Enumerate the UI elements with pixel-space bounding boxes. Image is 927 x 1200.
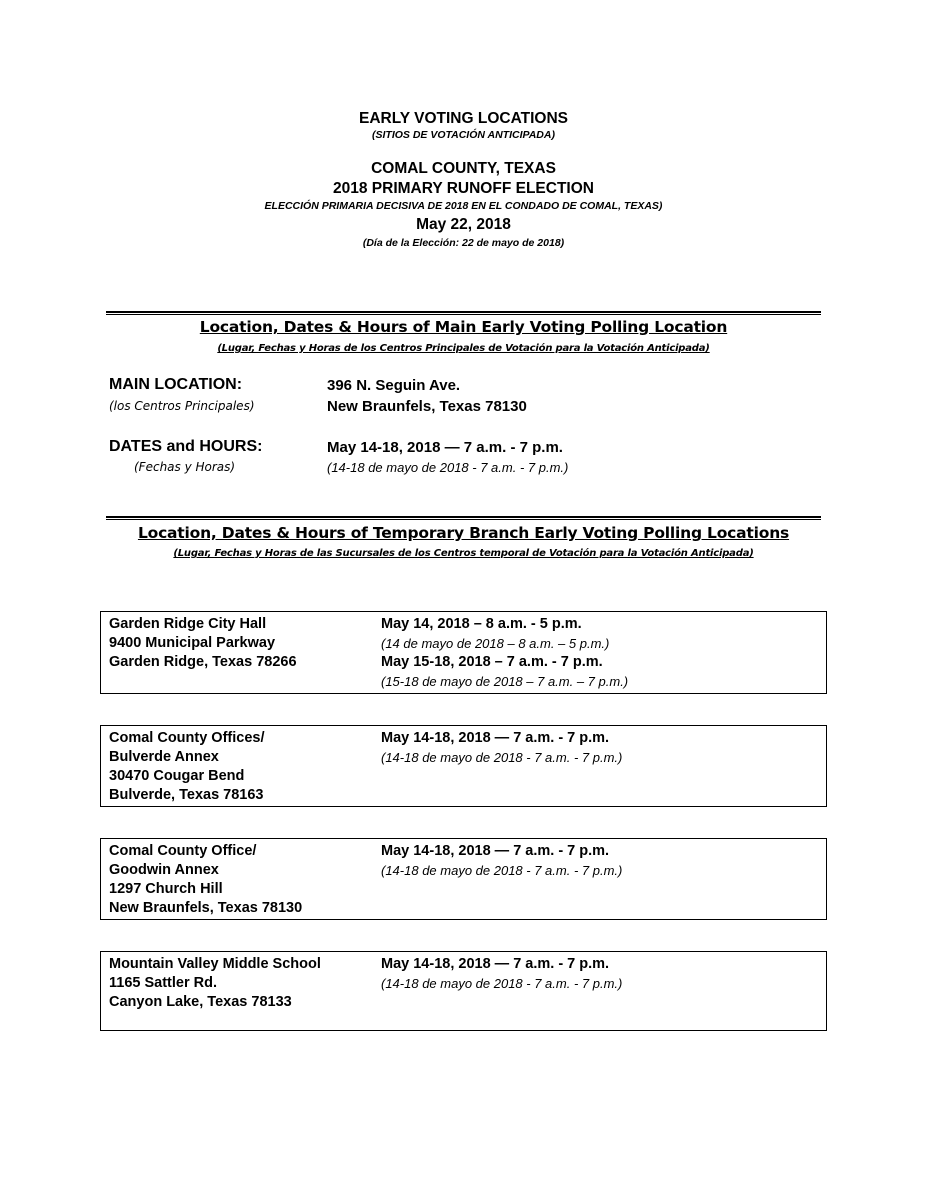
branch-address-line: Comal County Offices/ (109, 730, 265, 746)
branch-section-subtitle: (Lugar, Fechas y Horas de las Sucursales de los Centros temporal de Votación para la Votación Anticipada) (173, 548, 754, 559)
schedule-line: May 14-18, 2018 — 7 a.m. - 7 p.m. (381, 956, 610, 972)
election-name-spanish: ELECCIÓN PRIMARIA DECISIVA DE 2018 EN EL CONDADO DE COMAL, TEXAS) (264, 200, 663, 212)
main-section-subtitle: (Lugar, Fechas y Horas de los Centros Principales de Votación para la Votación Anticipada) (217, 343, 710, 354)
branch-address (109, 615, 297, 672)
schedule-line-spanish: (14-18 de mayo de 2018 - 7 a.m. - 7 p.m.) (381, 976, 623, 991)
branch-location-box (100, 725, 827, 807)
branch-address-line: Goodwin Annex (109, 862, 219, 878)
branch-location-box (100, 611, 827, 694)
branch-address-line: Mountain Valley Middle School (109, 956, 321, 972)
schedule-line: May 14, 2018 – 8 a.m. - 5 p.m. (381, 616, 582, 632)
election-name: 2018 PRIMARY RUNOFF ELECTION (333, 180, 594, 197)
dates-hours-label-spanish: (Fechas y Horas) (134, 460, 236, 474)
main-section-title: Location, Dates & Hours of Main Early Voting Polling Location (199, 318, 728, 336)
main-address-line2: New Braunfels, Texas 78130 (327, 398, 527, 415)
main-dates-spanish: (14-18 de mayo de 2018 - 7 a.m. - 7 p.m.) (327, 460, 569, 475)
branch-address-line: Garden Ridge City Hall (109, 616, 267, 632)
branch-address-line: 9400 Municipal Parkway (109, 635, 276, 651)
branch-address-line: Bulverde, Texas 78163 (109, 787, 264, 803)
election-date: May 22, 2018 (416, 216, 511, 233)
main-address-line1: 396 N. Seguin Ave. (327, 377, 461, 394)
branch-location-box (100, 838, 827, 920)
branch-schedule (381, 955, 622, 993)
branch-address-line: 1297 Church Hill (109, 881, 223, 897)
schedule-line: May 15-18, 2018 – 7 a.m. - 7 p.m. (381, 654, 603, 670)
section-divider (106, 311, 821, 315)
branch-address-line: Canyon Lake, Texas 78133 (109, 994, 292, 1010)
branch-address-line: New Braunfels, Texas 78130 (109, 900, 303, 916)
schedule-line: May 14-18, 2018 — 7 a.m. - 7 p.m. (381, 730, 610, 746)
election-date-spanish: (Día de la Elección: 22 de mayo de 2018) (362, 237, 565, 249)
branch-address (109, 842, 302, 918)
branch-address-line: Bulverde Annex (109, 749, 219, 765)
branch-schedule (381, 842, 622, 880)
branch-address (109, 955, 321, 1012)
branch-schedule (381, 615, 628, 691)
dates-hours-label: DATES and HOURS: (109, 438, 263, 455)
schedule-line-spanish: (14-18 de mayo de 2018 - 7 a.m. - 7 p.m.) (381, 750, 623, 765)
schedule-line-spanish: (14 de mayo de 2018 – 8 a.m. – 5 p.m.) (381, 636, 610, 651)
branch-address-line: Garden Ridge, Texas 78266 (109, 654, 297, 670)
branch-address-line: Comal County Office/ (109, 843, 257, 859)
main-location-label: MAIN LOCATION: (109, 376, 243, 393)
document-title-spanish: (SITIOS DE VOTACIÓN ANTICIPADA) (372, 129, 555, 141)
section-divider (106, 516, 821, 520)
main-location-label-spanish: (los Centros Principales) (109, 399, 255, 413)
schedule-line-spanish: (15-18 de mayo de 2018 – 7 a.m. – 7 p.m.) (381, 674, 629, 689)
branch-address (109, 729, 265, 805)
main-dates: May 14-18, 2018 — 7 a.m. - 7 p.m. (327, 439, 563, 456)
county-name: COMAL COUNTY, TEXAS (371, 160, 556, 177)
schedule-line-spanish: (14-18 de mayo de 2018 - 7 a.m. - 7 p.m.) (381, 863, 623, 878)
branch-location-box (100, 951, 827, 1031)
schedule-line: May 14-18, 2018 — 7 a.m. - 7 p.m. (381, 843, 610, 859)
document-title: EARLY VOTING LOCATIONS (359, 110, 568, 127)
branch-address-line: 1165 Sattler Rd. (109, 975, 217, 991)
branch-schedule (381, 729, 622, 767)
branch-address-line: 30470 Cougar Bend (109, 768, 245, 784)
branch-section-title: Location, Dates & Hours of Temporary Branch Early Voting Polling Locations (137, 524, 790, 542)
